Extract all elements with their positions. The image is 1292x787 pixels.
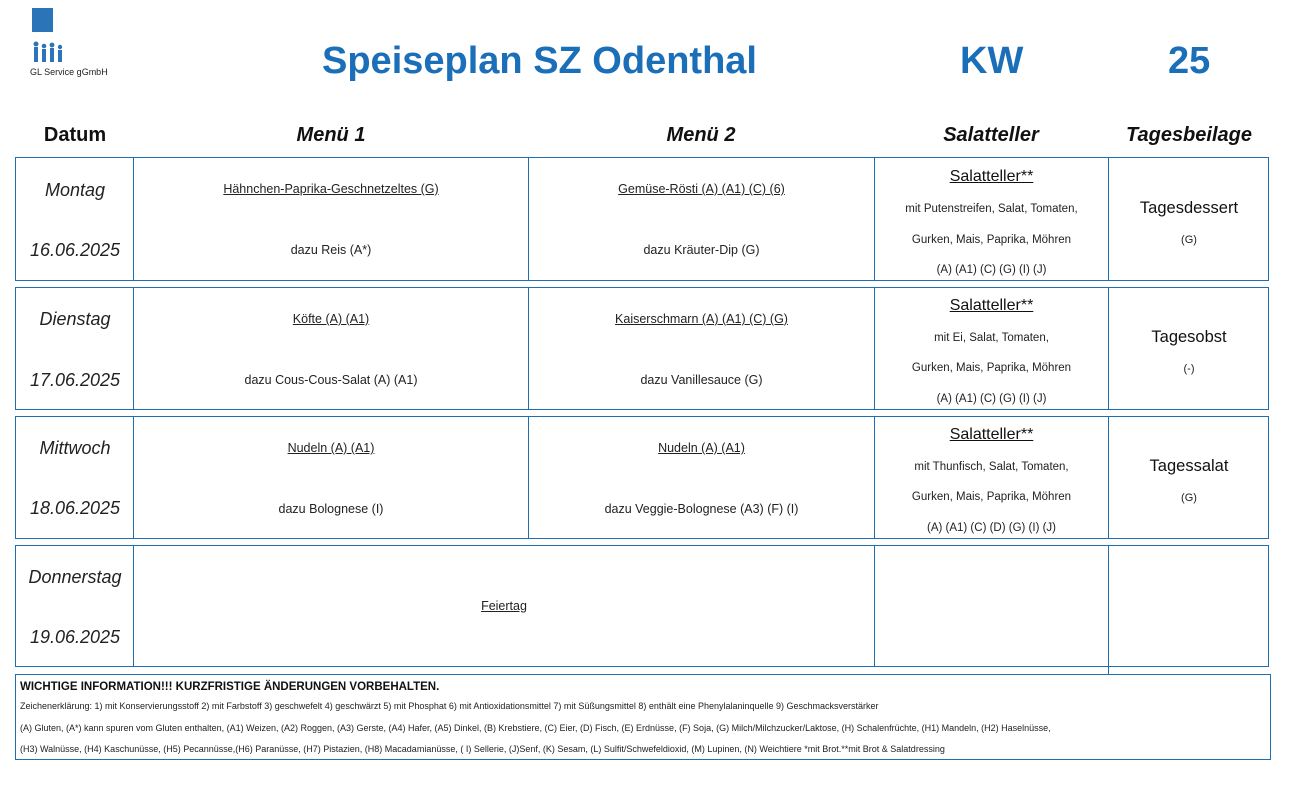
salad-title: Salatteller** [949, 297, 1034, 314]
menu1-dish: Hähnchen-Paprika-Geschnetzeltes (G) [223, 182, 439, 196]
salad-allergens: (A) (A1) (C) (D) (G) (I) (J) [926, 522, 1057, 534]
weekday: Dienstag [39, 309, 111, 329]
info-legend-allergens-1: (A) Gluten, (A*) kann spuren vom Gluten enthalten, (A1) Weizen, (A2) Roggen, (A3) Gerste, (A4) Hafer, (A5) Dinkel, (B) Krebstiere, (C) Eier, (D) Fisch, (E) Erdnüsse, (F) Soja, (G) Milch/Milchzucker/Laktose, (H) Schalenfrüchte, (H1) Mandeln, (H2) Haselnüsse, [20, 723, 1051, 733]
salad-line2: Gurken, Mais, Paprika, Möhren [911, 491, 1072, 503]
day-row-mittwoch [15, 416, 1269, 539]
menu1-dish: Nudeln (A) (A1) [287, 441, 375, 455]
week-number: 25 [1168, 40, 1211, 82]
date: 16.06.2025 [29, 240, 121, 260]
weekday: Donnerstag [28, 567, 122, 587]
salad-line2: Gurken, Mais, Paprika, Möhren [911, 362, 1072, 374]
salad-allergens: (A) (A1) (C) (G) (I) (J) [936, 393, 1047, 405]
extra-name: Tagessalat [1149, 457, 1229, 475]
weekday: Montag [44, 180, 106, 200]
holiday-label: Feiertag [481, 599, 527, 613]
column-header-datum: Datum [43, 124, 107, 146]
date: 18.06.2025 [29, 498, 121, 518]
salad-line1: mit Thunfisch, Salat, Tomaten, [914, 461, 1069, 473]
column-header-salatteller: Salatteller [943, 124, 1039, 146]
menu1-dish: Köfte (A) (A1) [292, 312, 370, 326]
menu1-side: dazu Reis (A*) [290, 243, 372, 257]
menu1-side: dazu Cous-Cous-Salat (A) (A1) [244, 373, 418, 387]
menu2-side: dazu Veggie-Bolognese (A3) (F) (I) [604, 502, 799, 516]
info-box [15, 674, 1271, 760]
extra-allergens: (G) [1181, 234, 1197, 246]
extra-name: Tagesobst [1151, 328, 1227, 346]
day-row-montag [15, 157, 1269, 281]
date: 19.06.2025 [29, 627, 121, 647]
day-row-donnerstag [15, 545, 1269, 667]
menu2-side: dazu Kräuter-Dip (G) [643, 243, 760, 257]
salad-title: Salatteller** [949, 168, 1034, 185]
day-row-dienstag [15, 287, 1269, 410]
page-title: Speiseplan SZ Odenthal [322, 40, 757, 82]
salad-allergens: (A) (A1) (C) (G) (I) (J) [936, 264, 1047, 276]
extra-allergens: (-) [1183, 363, 1195, 375]
salad-line1: mit Ei, Salat, Tomaten, [934, 332, 1049, 344]
date: 17.06.2025 [29, 370, 121, 390]
menu2-dish: Gemüse-Rösti (A) (A1) (C) (6) [618, 182, 785, 196]
info-heading: WICHTIGE INFORMATION!!! KURZFRISTIGE ÄNDERUNGEN VORBEHALTEN. [20, 681, 440, 693]
info-legend-additives: Zeichenerklärung: 1) mit Konservierungsstoff 2) mit Farbstoff 3) geschwefelt 4) geschwärzt 5) mit Phosphat 6) mit Antioxidationsmittel 7) mit Süßungsmittel 8) enthält eine Phenylalaninquelle 9) Geschmacksverstärker [20, 701, 879, 711]
week-label: KW [960, 40, 1024, 82]
logo-emblem [32, 8, 53, 32]
menu2-side: dazu Vanillesauce (G) [640, 373, 763, 387]
column-header-menu2: Menü 2 [666, 124, 736, 146]
column-header-menu1: Menü 1 [296, 124, 366, 146]
info-legend-allergens-2: (H3) Walnüsse, (H4) Kaschunüsse, (H5) Pecannüsse,(H6) Paranüsse, (H7) Pistazien, (H8) Macadamianüsse, ( I) Sellerie, (J)Senf, (K) Sesam, (L) Sulfit/Schwefeldioxid, (M) Lupinen, (N) Weichtiere *mit Brot.**mit Brot & Salatdressing [20, 744, 945, 754]
weekday: Mittwoch [39, 438, 111, 458]
extra-name: Tagesdessert [1139, 199, 1239, 217]
salad-line1: mit Putenstreifen, Salat, Tomaten, [905, 203, 1078, 215]
menu2-dish: Kaiserschmarn (A) (A1) (C) (G) [615, 312, 788, 326]
extra-allergens: (G) [1181, 492, 1197, 504]
salad-line2: Gurken, Mais, Paprika, Möhren [911, 234, 1072, 246]
menu2-dish: Nudeln (A) (A1) [658, 441, 745, 455]
company-name: GL Service gGmbH [30, 67, 108, 77]
logo-people-icon [30, 40, 66, 64]
salad-title: Salatteller** [949, 426, 1034, 443]
menu1-side: dazu Bolognese (I) [278, 502, 384, 516]
column-header-tagesbeilage: Tagesbeilage [1126, 124, 1252, 146]
